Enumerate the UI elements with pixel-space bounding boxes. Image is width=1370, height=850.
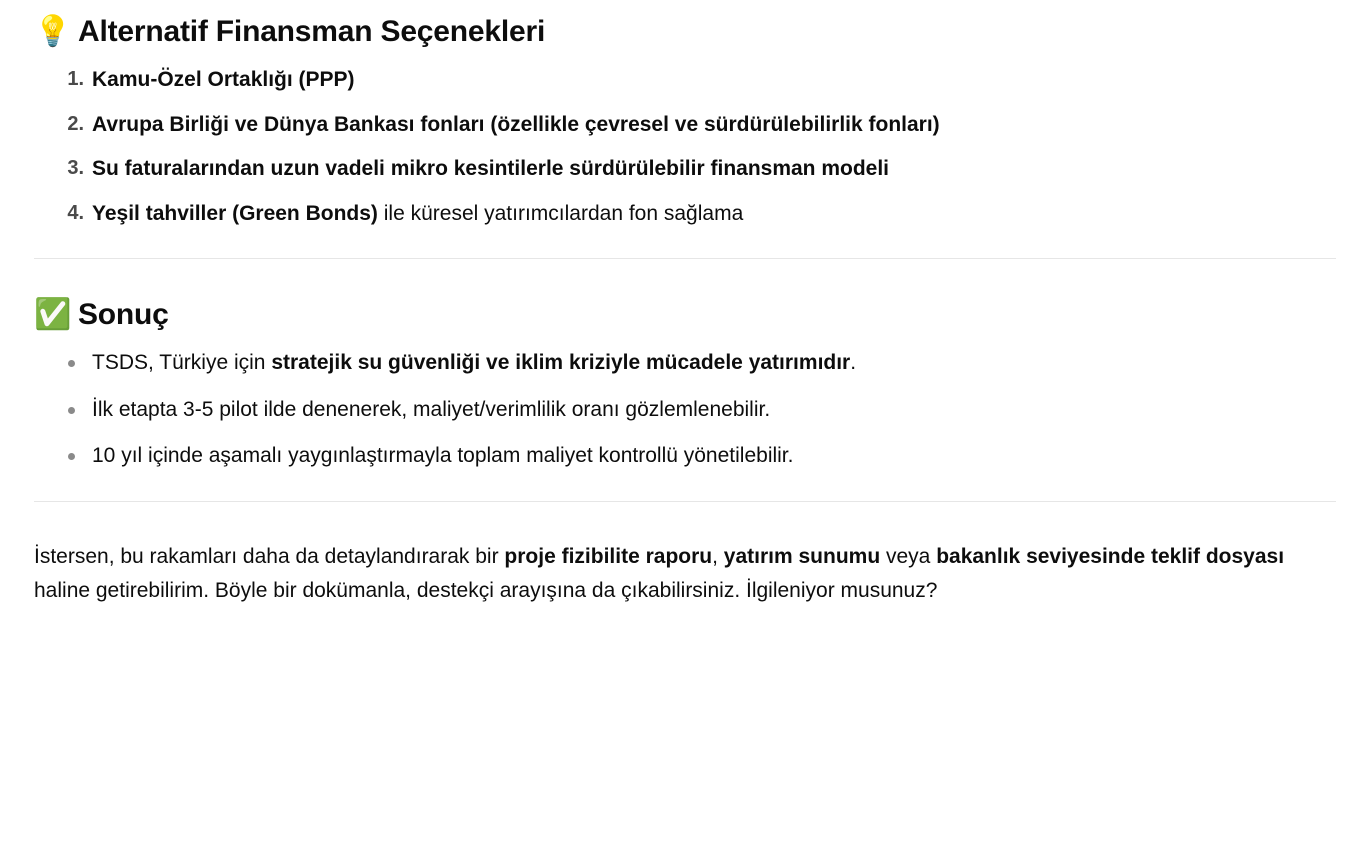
closing-part-4: haline getirebilirim. Böyle bir dokümanla, destekçi arayışına da çıkabilirsiniz. İlgileniyor musunuz?	[34, 578, 938, 602]
list-item	[92, 64, 1336, 97]
list-item-pre: 10 yıl içinde aşamalı yaygınlaştırmayla toplam maliyet kontrollü yönetilebilir.	[92, 444, 794, 468]
list-item-bold: stratejik su güvenliği ve iklim kriziyle mücadele yatırımıdır	[271, 351, 851, 375]
section-divider	[34, 258, 1336, 259]
list-item	[92, 347, 1336, 380]
list-item-rest: ile küresel yatırımcılardan fon sağlama	[377, 201, 744, 225]
check-mark-icon: ✅	[34, 298, 72, 332]
closing-part-2: ,	[712, 544, 724, 568]
list-item	[92, 109, 1336, 142]
list-item-post: .	[850, 351, 857, 375]
list-item-pre: İlk etapta 3-5 pilot ilde denenerek, maliyet/verimlilik oranı gözlemlenebilir.	[92, 397, 771, 421]
closing-bold-2: yatırım sunumu	[723, 544, 881, 568]
section-alternatif-finansman	[34, 14, 1336, 230]
list-item	[92, 440, 1336, 473]
list-item-pre: TSDS, Türkiye için	[92, 351, 272, 375]
section-title: Sonuç	[78, 298, 169, 332]
closing-paragraph	[34, 540, 1334, 608]
closing-bold-1: proje fizibilite raporu	[504, 544, 713, 568]
closing-part-1: İstersen, bu rakamları daha da detaylandırarak bir	[34, 544, 505, 568]
list-item	[92, 153, 1336, 186]
section-title: Alternatif Finansman Seçenekleri	[78, 15, 546, 48]
list-item-lead: Su faturalarından uzun vadeli mikro kesintilerle sürdürülebilir finansman modeli	[92, 157, 890, 181]
list-item-lead: Kamu-Özel Ortaklığı (PPP)	[92, 68, 355, 91]
list-item-lead: Avrupa Birliği ve Dünya Bankası fonları (özellikle çevresel ve sürdürülebilirlik fonları)	[92, 112, 940, 136]
closing-bold-3: bakanlık seviyesinde teklif dosyası	[936, 544, 1285, 568]
conclusion-list	[34, 347, 1336, 473]
section-heading	[34, 14, 1336, 50]
list-item	[92, 198, 1336, 231]
closing-part-3: veya	[880, 544, 937, 568]
list-item-lead: Yeşil tahviller (Green Bonds)	[92, 201, 378, 225]
financing-options-list	[34, 64, 1336, 230]
section-divider	[34, 501, 1336, 502]
section-sonuc	[34, 297, 1336, 473]
lightbulb-icon: 💡	[34, 15, 72, 48]
list-item	[92, 394, 1336, 427]
section-heading	[34, 297, 1336, 333]
